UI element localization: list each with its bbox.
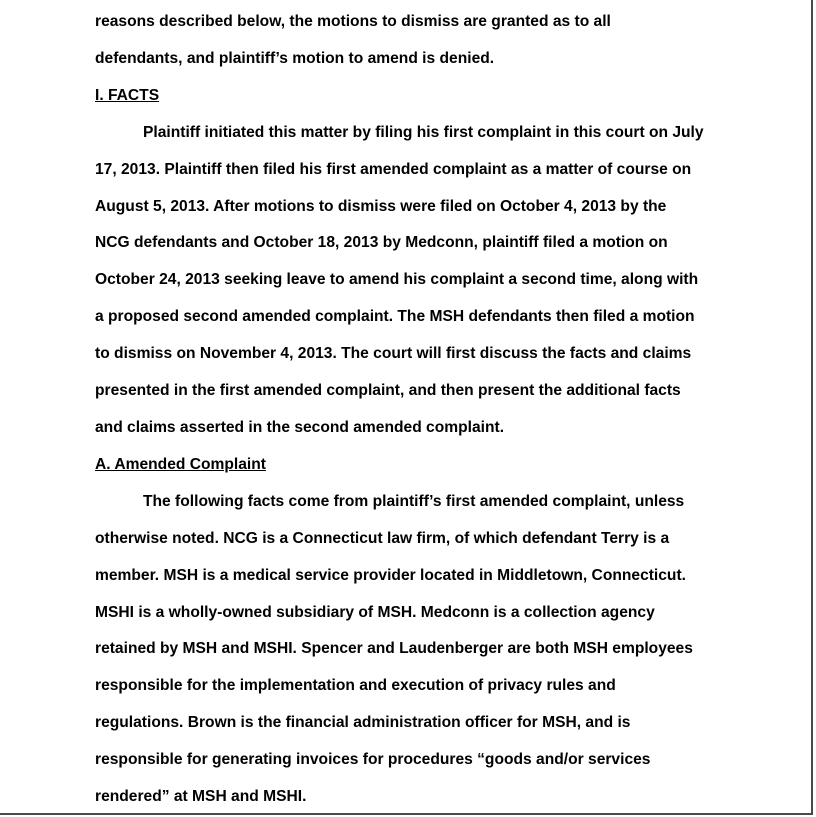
text-line: October 24, 2013 seeking leave to amend his complaint a second time, along with [95, 271, 699, 289]
text-line: responsible for the implementation and execution of privacy rules and [95, 677, 616, 695]
text-line: member. MSH is a medical service provider located in Middletown, Connecticut. [95, 566, 686, 584]
document-body [95, 4, 735, 816]
text-line: reasons described below, the motions to dismiss are granted as to all [95, 13, 611, 30]
text-line: regulations. Brown is the financial administration officer for MSH, and is [95, 714, 631, 732]
text-line: a proposed second amended complaint. The MSH defendants then filed a motion [95, 308, 695, 326]
text-line: rendered” at MSH and MSHI. [95, 788, 307, 806]
text-line: to dismiss on November 4, 2013. The court will first discuss the facts and claims [95, 345, 692, 363]
text-line: The following facts come from plaintiff’s first amended complaint, unless [143, 492, 685, 510]
text-line: Plaintiff initiated this matter by filing his first complaint in this court on July [143, 123, 704, 141]
text-line: retained by MSH and MSHI. Spencer and Laudenberger are both MSH employees [95, 640, 693, 658]
text-line: and claims asserted in the second amended complaint. [95, 418, 505, 436]
text-line: defendants, and plaintiff’s motion to amend is denied. [95, 49, 495, 67]
subsection-heading-amended-complaint: A. Amended Complaint [95, 455, 266, 473]
text-line: presented in the first amended complaint, and then present the additional facts [95, 382, 681, 400]
text-line: MSHI is a wholly-owned subsidiary of MSH. Medconn is a collection agency [95, 603, 655, 621]
section-heading-facts: I. FACTS [95, 86, 160, 104]
amended-complaint-paragraph [95, 484, 735, 816]
intro-paragraph [95, 4, 735, 78]
text-line: 17, 2013. Plaintiff then filed his first amended complaint as a matter of course on [95, 160, 692, 178]
text-line: otherwise noted. NCG is a Connecticut law firm, of which defendant Terry is a [95, 529, 670, 547]
text-line: August 5, 2013. After motions to dismiss were filed on October 4, 2013 by the [95, 197, 667, 215]
facts-paragraph [95, 115, 735, 447]
text-line: responsible for generating invoices for procedures “goods and/or services [95, 751, 651, 769]
text-line: NCG defendants and October 18, 2013 by Medconn, plaintiff filed a motion on [95, 234, 668, 252]
